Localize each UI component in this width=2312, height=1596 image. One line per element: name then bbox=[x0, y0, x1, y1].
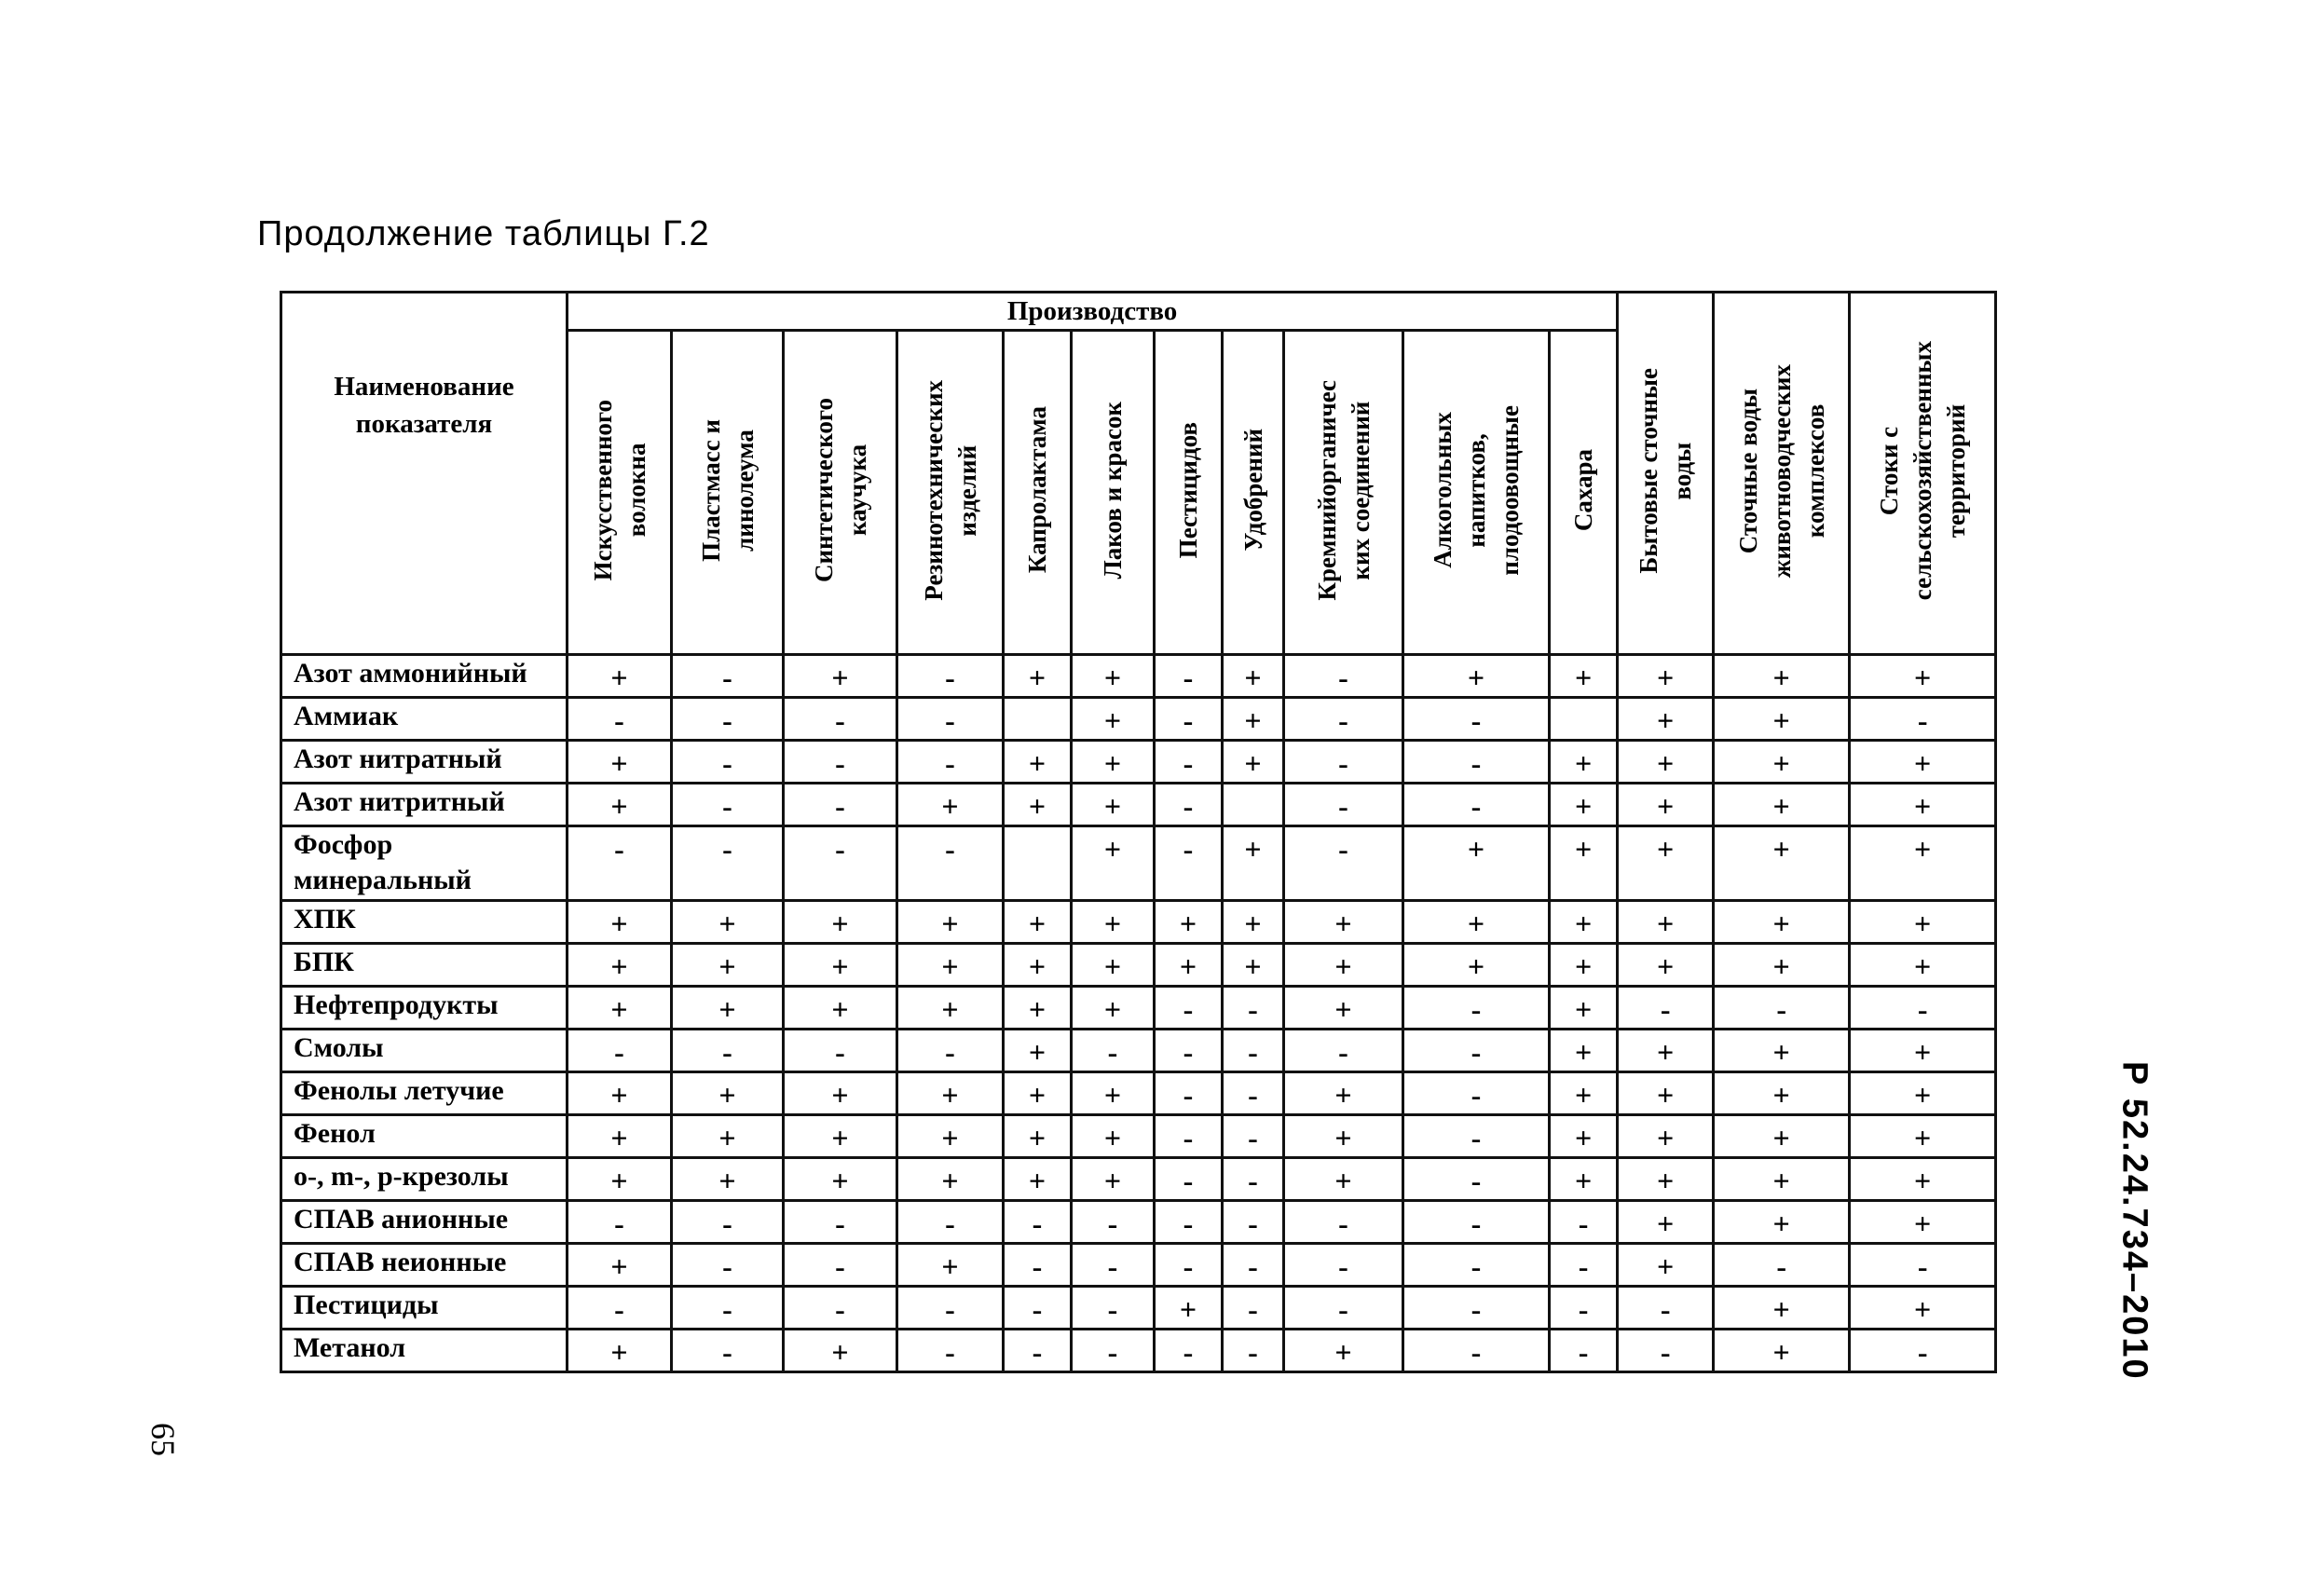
table-cell: + bbox=[1618, 784, 1714, 826]
table-cell: - bbox=[1155, 1244, 1223, 1287]
table-cell: + bbox=[1550, 1072, 1618, 1115]
table-cell: - bbox=[1550, 1201, 1618, 1244]
indicators-table bbox=[280, 291, 1997, 1373]
table-cell: - bbox=[1403, 1030, 1550, 1072]
table-cell: + bbox=[1618, 1201, 1714, 1244]
table-cell: - bbox=[672, 784, 784, 826]
table-cell: + bbox=[1004, 987, 1072, 1030]
table-cell: - bbox=[1618, 1330, 1714, 1372]
indicator-name: Азот нитратный bbox=[281, 741, 568, 784]
table-cell: - bbox=[897, 1030, 1004, 1072]
table-cell: - bbox=[897, 826, 1004, 901]
table-row bbox=[281, 698, 1996, 741]
table-cell: - bbox=[1004, 1244, 1072, 1287]
table-row bbox=[281, 1030, 1996, 1072]
page-number: 65 bbox=[144, 1423, 182, 1456]
table-cell: + bbox=[1618, 1158, 1714, 1201]
table-cell: + bbox=[1714, 1072, 1850, 1115]
table-cell: - bbox=[672, 826, 784, 901]
table-cell: + bbox=[1714, 944, 1850, 987]
table-cell: + bbox=[897, 1072, 1004, 1115]
table-cell: - bbox=[672, 741, 784, 784]
table-cell: - bbox=[1284, 1244, 1403, 1287]
table-cell: - bbox=[672, 1287, 784, 1330]
table-cell: + bbox=[1284, 987, 1403, 1030]
table-cell: + bbox=[672, 1115, 784, 1158]
table-cell: + bbox=[1072, 741, 1155, 784]
table-row bbox=[281, 1115, 1996, 1158]
table-cell: + bbox=[1850, 1287, 1996, 1330]
table-cell: - bbox=[1072, 1201, 1155, 1244]
table-cell: - bbox=[1850, 698, 1996, 741]
table-cell: + bbox=[568, 987, 672, 1030]
table-cell: + bbox=[1714, 1158, 1850, 1201]
table-cell: - bbox=[784, 698, 897, 741]
table-cell: + bbox=[897, 944, 1004, 987]
table-cell bbox=[1004, 698, 1072, 741]
table-cell: + bbox=[1004, 944, 1072, 987]
table-cell: - bbox=[672, 1030, 784, 1072]
table-cell: - bbox=[1223, 1287, 1284, 1330]
table-cell: + bbox=[1550, 826, 1618, 901]
table-cell: + bbox=[1550, 1158, 1618, 1201]
table-cell: + bbox=[784, 1158, 897, 1201]
table-row bbox=[281, 1158, 1996, 1201]
table-cell: + bbox=[1072, 944, 1155, 987]
table-cell: + bbox=[1618, 944, 1714, 987]
indicator-name: Фосфор минеральный bbox=[281, 826, 568, 901]
production-group-header: Производство bbox=[568, 293, 1618, 331]
table-cell: + bbox=[897, 784, 1004, 826]
table-cell: + bbox=[1714, 1030, 1850, 1072]
indicator-name: СПАВ анионные bbox=[281, 1201, 568, 1244]
table-body bbox=[281, 655, 1996, 1372]
table-cell: - bbox=[1850, 987, 1996, 1030]
table-cell: + bbox=[1072, 698, 1155, 741]
table-cell: - bbox=[1155, 784, 1223, 826]
table-cell: + bbox=[1850, 1030, 1996, 1072]
table-cell: - bbox=[784, 1244, 897, 1287]
table-cell: + bbox=[1550, 987, 1618, 1030]
table-cell: - bbox=[1004, 1201, 1072, 1244]
table-cell: + bbox=[672, 1072, 784, 1115]
table-cell: + bbox=[1004, 901, 1072, 944]
table-cell: + bbox=[1850, 1201, 1996, 1244]
table-cell: - bbox=[1223, 1244, 1284, 1287]
table-cell: + bbox=[1714, 784, 1850, 826]
table-cell: + bbox=[568, 784, 672, 826]
table-cell: - bbox=[784, 1201, 897, 1244]
table-cell: - bbox=[1403, 1287, 1550, 1330]
table-row bbox=[281, 901, 1996, 944]
table-cell: + bbox=[1850, 1072, 1996, 1115]
name-column-header: Наименование показателя bbox=[281, 293, 568, 655]
table-cell: + bbox=[568, 741, 672, 784]
table-cell: + bbox=[1223, 741, 1284, 784]
table-cell: + bbox=[1155, 901, 1223, 944]
table-row bbox=[281, 655, 1996, 698]
table-cell: - bbox=[568, 1201, 672, 1244]
table-cell: - bbox=[1155, 655, 1223, 698]
table-row bbox=[281, 1072, 1996, 1115]
table-cell: + bbox=[672, 987, 784, 1030]
table-cell: + bbox=[1403, 944, 1550, 987]
table-cell: + bbox=[1550, 741, 1618, 784]
table-row bbox=[281, 987, 1996, 1030]
table-cell: + bbox=[1072, 655, 1155, 698]
document-designation: Р 52.24.734–2010 bbox=[2114, 1060, 2155, 1381]
table-cell: - bbox=[897, 1330, 1004, 1372]
table-cell: + bbox=[1618, 1072, 1714, 1115]
column-header-production-6: Пестицидов bbox=[1155, 331, 1223, 655]
table-cell: - bbox=[1072, 1330, 1155, 1372]
column-header-domestic-sewage: Бытовые сточные воды bbox=[1618, 293, 1714, 655]
table-cell: - bbox=[784, 1030, 897, 1072]
table-row bbox=[281, 944, 1996, 987]
table-cell: - bbox=[1284, 1287, 1403, 1330]
table-cell: + bbox=[897, 1158, 1004, 1201]
table-cell: + bbox=[784, 655, 897, 698]
table-cell: + bbox=[1714, 1115, 1850, 1158]
table-cell: - bbox=[897, 741, 1004, 784]
table-row bbox=[281, 1244, 1996, 1287]
table-cell: + bbox=[1223, 826, 1284, 901]
table-cell: + bbox=[1403, 901, 1550, 944]
indicator-name: Метанол bbox=[281, 1330, 568, 1372]
table-cell: - bbox=[1550, 1330, 1618, 1372]
table-cell: - bbox=[1850, 1330, 1996, 1372]
column-header-production-1: Пластмасс и линолеума bbox=[672, 331, 784, 655]
table-cell: + bbox=[1072, 987, 1155, 1030]
table-cell: - bbox=[1155, 1201, 1223, 1244]
table-cell: + bbox=[784, 987, 897, 1030]
table-cell: - bbox=[1714, 1244, 1850, 1287]
table-cell: - bbox=[1284, 826, 1403, 901]
table-cell: + bbox=[897, 1244, 1004, 1287]
table-cell: - bbox=[1550, 1244, 1618, 1287]
column-header-production-9: Алкогольных напитков, плодоовощные bbox=[1403, 331, 1550, 655]
table-cell: + bbox=[1072, 826, 1155, 901]
table-cell: + bbox=[1284, 944, 1403, 987]
table-cell: + bbox=[1223, 901, 1284, 944]
table-cell: - bbox=[1223, 1201, 1284, 1244]
table-cell: - bbox=[568, 698, 672, 741]
table-cell: - bbox=[1403, 987, 1550, 1030]
indicator-name: Аммиак bbox=[281, 698, 568, 741]
table-cell: - bbox=[1155, 1330, 1223, 1372]
table-cell: + bbox=[672, 901, 784, 944]
table-cell: + bbox=[1618, 826, 1714, 901]
table-cell: + bbox=[1223, 944, 1284, 987]
table-cell: - bbox=[1004, 1330, 1072, 1372]
table-cell: - bbox=[1155, 1158, 1223, 1201]
table-cell: - bbox=[1155, 987, 1223, 1030]
table-cell: - bbox=[1072, 1244, 1155, 1287]
table-cell: - bbox=[1284, 1030, 1403, 1072]
table-cell: - bbox=[1403, 1072, 1550, 1115]
table-cell: - bbox=[897, 655, 1004, 698]
table-cell: + bbox=[1550, 1030, 1618, 1072]
table-cell: - bbox=[1714, 987, 1850, 1030]
table-cell: + bbox=[1004, 1158, 1072, 1201]
table-cell: + bbox=[1714, 826, 1850, 901]
table-cell: - bbox=[1284, 698, 1403, 741]
table-cell: + bbox=[1550, 944, 1618, 987]
indicator-name: Фенолы летучие bbox=[281, 1072, 568, 1115]
table-cell: + bbox=[568, 1244, 672, 1287]
table-cell: - bbox=[1223, 1072, 1284, 1115]
table-cell: + bbox=[568, 901, 672, 944]
table-cell: + bbox=[1004, 784, 1072, 826]
table-cell: + bbox=[784, 944, 897, 987]
table-cell: - bbox=[897, 1201, 1004, 1244]
table-cell: + bbox=[1155, 944, 1223, 987]
table-cell: + bbox=[1550, 655, 1618, 698]
table-cell bbox=[1223, 784, 1284, 826]
table-cell: - bbox=[1223, 1115, 1284, 1158]
table-cell: - bbox=[1155, 698, 1223, 741]
table-cell: + bbox=[1714, 1201, 1850, 1244]
table-cell: - bbox=[1223, 1030, 1284, 1072]
table-cell: - bbox=[1223, 987, 1284, 1030]
table-cell: + bbox=[1618, 1244, 1714, 1287]
table-cell: - bbox=[1403, 1201, 1550, 1244]
table-row bbox=[281, 1330, 1996, 1372]
table-row bbox=[281, 741, 1996, 784]
column-header-production-8: Кремнийорганичес ких соединений bbox=[1284, 331, 1403, 655]
table-cell: + bbox=[1004, 655, 1072, 698]
table-cell: + bbox=[1550, 1115, 1618, 1158]
table-cell: + bbox=[568, 1158, 672, 1201]
table-cell: + bbox=[1004, 1030, 1072, 1072]
table-cell: + bbox=[1072, 1072, 1155, 1115]
table-cell: + bbox=[1850, 901, 1996, 944]
table-cell: - bbox=[1155, 1030, 1223, 1072]
header-row-group bbox=[281, 293, 1996, 331]
table-caption: Продолжение таблицы Г.2 bbox=[257, 214, 710, 253]
table-cell: - bbox=[672, 655, 784, 698]
table-cell: - bbox=[784, 826, 897, 901]
table-cell: - bbox=[1284, 655, 1403, 698]
table-cell: + bbox=[1004, 1115, 1072, 1158]
table-cell: + bbox=[1072, 784, 1155, 826]
table-cell: + bbox=[1284, 901, 1403, 944]
indicator-name: o-, m-, p-крезолы bbox=[281, 1158, 568, 1201]
table-cell: + bbox=[1155, 1287, 1223, 1330]
table-cell: + bbox=[1004, 741, 1072, 784]
column-header-livestock-wastewater: Сточные воды животноводческих комплексов bbox=[1714, 293, 1850, 655]
table-cell: + bbox=[1618, 1030, 1714, 1072]
table-cell: - bbox=[1155, 1072, 1223, 1115]
table-cell: - bbox=[897, 698, 1004, 741]
indicator-name: Смолы bbox=[281, 1030, 568, 1072]
table-cell: + bbox=[1004, 1072, 1072, 1115]
table-cell: - bbox=[1223, 1330, 1284, 1372]
table-cell: + bbox=[568, 655, 672, 698]
table-cell: + bbox=[1223, 698, 1284, 741]
table-cell: - bbox=[1618, 987, 1714, 1030]
table-cell: + bbox=[568, 1330, 672, 1372]
table-cell: - bbox=[1403, 1115, 1550, 1158]
table-cell: - bbox=[784, 784, 897, 826]
table-cell: - bbox=[784, 741, 897, 784]
table-cell: + bbox=[1850, 1115, 1996, 1158]
table-cell: + bbox=[1714, 1287, 1850, 1330]
table-cell: - bbox=[1155, 826, 1223, 901]
table-cell: - bbox=[1155, 1115, 1223, 1158]
table-cell: + bbox=[1284, 1115, 1403, 1158]
table-cell: - bbox=[784, 1287, 897, 1330]
table-cell: - bbox=[1072, 1030, 1155, 1072]
column-header-production-0: Искусственного волокна bbox=[568, 331, 672, 655]
table-cell: + bbox=[568, 1115, 672, 1158]
table-cell: - bbox=[1004, 1287, 1072, 1330]
table-cell: - bbox=[1850, 1244, 1996, 1287]
column-header-agricultural-runoff: Стоки с сельскохозяйственных территорий bbox=[1850, 293, 1996, 655]
table-cell: + bbox=[1223, 655, 1284, 698]
table-cell: + bbox=[897, 901, 1004, 944]
table-cell: + bbox=[1618, 655, 1714, 698]
table-cell: - bbox=[568, 826, 672, 901]
indicator-name: ХПК bbox=[281, 901, 568, 944]
indicator-name: Азот аммонийный bbox=[281, 655, 568, 698]
table-cell: + bbox=[1284, 1072, 1403, 1115]
table-cell: - bbox=[897, 1287, 1004, 1330]
table-cell: + bbox=[1550, 901, 1618, 944]
table-cell: + bbox=[1618, 698, 1714, 741]
table-row bbox=[281, 1287, 1996, 1330]
table-cell: + bbox=[1714, 901, 1850, 944]
table-cell: - bbox=[1284, 784, 1403, 826]
indicator-name: Фенол bbox=[281, 1115, 568, 1158]
table-cell: + bbox=[784, 901, 897, 944]
table-cell: - bbox=[1403, 784, 1550, 826]
table-cell: + bbox=[1850, 784, 1996, 826]
table-cell: + bbox=[897, 1115, 1004, 1158]
table-cell: + bbox=[1850, 1158, 1996, 1201]
table-cell: - bbox=[1403, 1244, 1550, 1287]
table-row bbox=[281, 784, 1996, 826]
indicator-name: Азот нитритный bbox=[281, 784, 568, 826]
column-header-production-3: Резинотехнических изделий bbox=[897, 331, 1004, 655]
table-cell: - bbox=[1072, 1287, 1155, 1330]
table-cell: - bbox=[1403, 741, 1550, 784]
table-cell: + bbox=[1618, 741, 1714, 784]
table-cell: + bbox=[1550, 784, 1618, 826]
table-cell: - bbox=[1155, 741, 1223, 784]
table-cell: + bbox=[568, 944, 672, 987]
table-cell: - bbox=[1403, 1158, 1550, 1201]
table-row bbox=[281, 826, 1996, 901]
table-cell: - bbox=[672, 698, 784, 741]
table-cell: + bbox=[1618, 901, 1714, 944]
table-cell: - bbox=[1223, 1158, 1284, 1201]
table-cell: - bbox=[1284, 741, 1403, 784]
indicator-name: БПК bbox=[281, 944, 568, 987]
table-cell: + bbox=[1714, 741, 1850, 784]
table-cell: - bbox=[1403, 698, 1550, 741]
table-cell: + bbox=[784, 1072, 897, 1115]
column-header-production-4: Капролактама bbox=[1004, 331, 1072, 655]
table-cell: + bbox=[672, 944, 784, 987]
column-header-production-7: Удобрений bbox=[1223, 331, 1284, 655]
table-cell bbox=[1550, 698, 1618, 741]
table-cell: + bbox=[1072, 1158, 1155, 1201]
table-cell: + bbox=[784, 1115, 897, 1158]
table-cell: + bbox=[1850, 655, 1996, 698]
table-cell: + bbox=[672, 1158, 784, 1201]
table-cell: + bbox=[1072, 1115, 1155, 1158]
table-cell: + bbox=[1284, 1330, 1403, 1372]
table-cell: - bbox=[568, 1030, 672, 1072]
table-cell: + bbox=[1403, 655, 1550, 698]
table-cell: + bbox=[1714, 1330, 1850, 1372]
table-cell: + bbox=[1618, 1115, 1714, 1158]
table-row bbox=[281, 1201, 1996, 1244]
table-cell: - bbox=[672, 1201, 784, 1244]
table-cell: + bbox=[784, 1330, 897, 1372]
table-cell: - bbox=[672, 1244, 784, 1287]
column-header-production-10: Сахара bbox=[1550, 331, 1618, 655]
table-cell: + bbox=[1850, 826, 1996, 901]
table-cell: + bbox=[1403, 826, 1550, 901]
table-cell: + bbox=[897, 987, 1004, 1030]
table-cell: + bbox=[1714, 655, 1850, 698]
table-cell: + bbox=[1850, 944, 1996, 987]
table-cell bbox=[1004, 826, 1072, 901]
table-cell: + bbox=[1714, 698, 1850, 741]
table-cell: - bbox=[1618, 1287, 1714, 1330]
table-cell: - bbox=[1550, 1287, 1618, 1330]
table-cell: - bbox=[672, 1330, 784, 1372]
table-cell: - bbox=[1403, 1330, 1550, 1372]
column-header-production-2: Синтетического каучука bbox=[784, 331, 897, 655]
table-cell: + bbox=[1284, 1158, 1403, 1201]
column-header-production-5: Лаков и красок bbox=[1072, 331, 1155, 655]
table-cell: - bbox=[1284, 1201, 1403, 1244]
indicator-name: Пестициды bbox=[281, 1287, 568, 1330]
indicator-name: СПАВ неионные bbox=[281, 1244, 568, 1287]
indicator-name: Нефтепродукты bbox=[281, 987, 568, 1030]
table-cell: + bbox=[1850, 741, 1996, 784]
table-cell: + bbox=[568, 1072, 672, 1115]
table-cell: + bbox=[1072, 901, 1155, 944]
table-cell: - bbox=[568, 1287, 672, 1330]
